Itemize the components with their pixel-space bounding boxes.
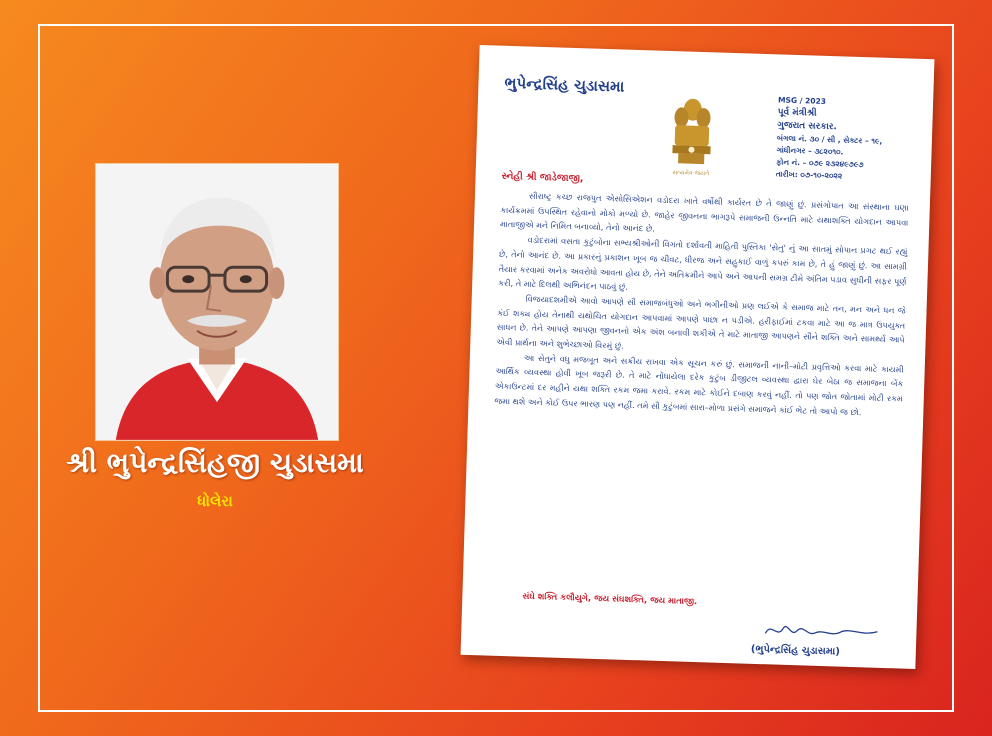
city-line: ગાંધીનગર – ૩૮૨૦૧૦. [776,145,844,157]
date-line: તારીખ: ૦૭-૧૦-૨૦૨૨ [775,169,843,181]
emblem-motto: સત્યમેવ જયતે [672,169,710,178]
address-line: બંગલા નં. ૩૦ / સી , સેક્ટર – ૧૯, [776,133,883,146]
person-name: શ્રી ભુપેન્દ્રસિંહજી ચુડાસમા [66,446,364,479]
paragraph-2: વડોદરામાં વસતા કુટુંબોના સભ્યશ્રીઓની વિગતો દર્શાવતી માહિતી પુસ્તિકા 'સેતુ' નું આ સાતમું સોપાન પ્રગટ થઈ રહ્યું છે, તેનો આનંદ છે. આ પ્રકારનું પ્રકાશન ખૂબ જ ચીવટ, ધીરજ અને સહુકાઈ વાળું કપરું કામ છે, તે હું જાણું છું. આ સામગ્રી તૈયાર કરવામાં અનેક અવરોધો આવતા હોય છે, તેને અતિક્રમીને આપે અને આપની સમગ્ર ટીમે અંતિમ પડાવ સુધીની સફર પૂર્ણ કરી, તે માટે દિલથી અભિનંદન પાઠવું છું. [498,234,908,292]
paragraph-4: આ સેતુને વધુ મજબૂત અને સક્રીય રાખવા એક સૂચન કરું છું. સમાજની નાની–મોટી પ્રવૃત્તિઓ કરવા માટે કાયમી આર્થિક વ્યવસ્થા હોવી ખૂબ જરૂરી છે. તે માટે નોંધાયેલા દરેક કુટુંબ ડીજીટલ વ્યવસ્થા દ્વારા ઘેર બેઠા જ સમાજના બેંક એકાઉન્ટમાં દર મહીને યથા શક્તિ રકમ જમા કરાવે. રકમ માટે કોઈને દબાણ કરવું નહીં. તો પણ જોત જોતામાં મોટી રકમ જમા થશે અને કોઈ ઉપર ભારણ પણ નહીં. તમે સૌ કુટુંબમાં સારા–મોળા પ્રસંગે સમાજને કાંઈ ભેટ તો આપો જ છો. [494,352,904,418]
letterhead-name: ભુપેન્દ્રસિંહ ચુડાસમા [504,73,625,96]
person-place: ધોલેરા [197,492,233,510]
letter-body [494,188,909,421]
designation: પૂર્વ મંત્રીશ્રી [777,107,817,119]
paragraph-1: સૌરાષ્ટ્ર કચ્છ રાજપુત એસોસિએશન વડોદરા ખાતે વર્ષોથી કાર્યરત છે તે જાણું છું. પ્રસંગોપાત આ સંસ્થાના ઘણા કાર્યક્રમમાં ઉપસ્થિત રહેવાનો મોકો મળ્યો છે. જાહેર જીવનના ભાગરૂપે સમાજની ઉન્નતિ માટે યથાશક્તિ યોગદાન આપવા માતાજીએ મને નિમિત બનાવ્યો, તેનો આનંદ છે. [499,190,909,235]
portrait-illustration [96,164,338,440]
signature-icon [761,619,882,645]
government: ગુજરાત સરકાર. [777,120,838,133]
letter-sheet [461,45,935,669]
contact-block [776,94,924,185]
phone-line: ફોન નં. – ૦૭૯ ૨૩૨૪૯૭૯૭ [776,157,864,170]
signatory-name: (ભુપેન્દ્રસિંહ ચુડાસમા) [750,643,841,658]
reference-number: MSG / 2023 [777,95,827,106]
closing-line: સંઘે શક્તિ કલૌયુગે, જય સંઘશક્તિ, જય માતાજી. [522,591,698,608]
paragraph-3: વિજયાદશમીએ આવો આપણે સૌ સમાજબંધુઓ અને ભગીનીઓ પ્રણ લઈએ કે સમાજ માટે તન, મન અને ધન જે કંઈ શક્ય હોય તેનાથી યથોચિત યોગદાન આપવામાં આપણે પાછા ન પડીએ. હરીફાઈમાં ટકવા માટે આ જ માત્ર ઉપયુક્ત સાધન છે. તેને આપણે આપણા જીવનનો એક અંશ બનાવી શકીએ તે માટે માતાજી આપણને સૌને શક્તિ અને સામર્થ્ય આપે એવી પ્રાર્થના અને શુભેચ્છાઓ વિરમું છું. [496,293,906,351]
portrait-photo [95,163,339,441]
salutation: સ્નેહી શ્રી જાડેજાજી, [501,170,584,185]
